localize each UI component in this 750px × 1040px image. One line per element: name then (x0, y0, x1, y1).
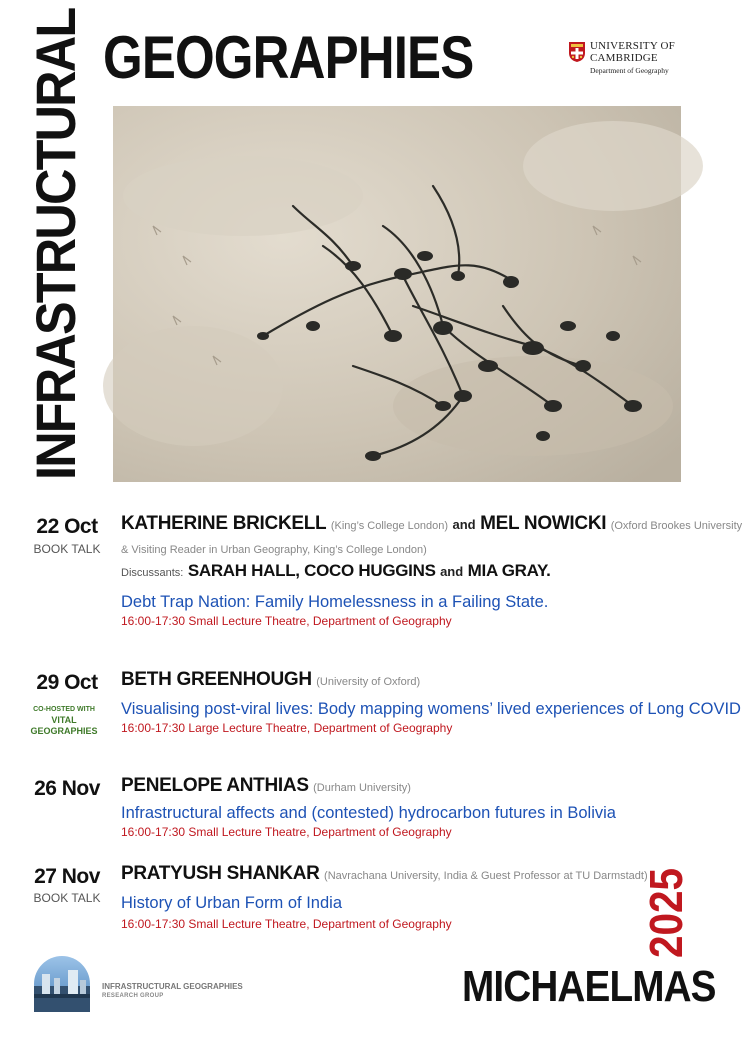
event-type: BOOK TALK (33, 542, 101, 556)
event-venue: 16:00-17:30 Small Lecture Theatre, Department of Geography (121, 917, 452, 931)
event-venue: 16:00-17:30 Small Lecture Theatre, Department of Geography (121, 614, 452, 628)
group-name: INFRASTRUCTURAL GEOGRAPHIES (102, 982, 243, 991)
speaker-affiliation: (Durham University) (313, 782, 411, 794)
logo-department: Department of Geography (590, 66, 669, 75)
speaker-name: PENELOPE ANTHIAS (121, 775, 309, 796)
logo-line-2: CAMBRIDGE (590, 52, 658, 64)
speaker-affiliation-continued: & Visiting Reader in Urban Geography, King’s College London) (121, 544, 427, 556)
page-title: GEOGRAPHIES (103, 24, 474, 91)
discussant-names: SARAH HALL, COCO HUGGINS (187, 561, 436, 580)
term-name: MICHAELMAS (462, 962, 716, 1011)
group-logo-image (34, 956, 90, 1012)
discussants-label: Discussants: (121, 567, 184, 579)
hero-photo (113, 106, 681, 482)
cohost-badge (22, 704, 106, 737)
event-type: BOOK TALK (33, 891, 101, 905)
university-logo (568, 40, 686, 80)
cambridge-shield-icon (568, 41, 586, 63)
conjunction: and (440, 564, 464, 579)
speaker-affiliation: (King’s College London) (330, 520, 449, 532)
talk-title: Infrastructural affects and (contested) hydrocarbon futures in Bolivia (121, 804, 616, 822)
speaker-affiliation: (Navrachana University, India & Guest Professor at TU Darmstadt) (324, 870, 648, 882)
event-venue: 16:00-17:30 Large Lecture Theatre, Department of Geography (121, 721, 453, 735)
speaker-affiliation: (University of Oxford) (316, 676, 421, 688)
event-date: 22 Oct (36, 515, 98, 538)
speaker-name: KATHERINE BRICKELL (121, 513, 327, 534)
talk-title: Debt Trap Nation: Family Homelessness in a Failing State. (121, 593, 549, 611)
cohost-label: CO-HOSTED WITH (33, 706, 95, 713)
discussant-name: MIA GRAY. (467, 561, 551, 580)
term-year: 2025 (640, 867, 692, 958)
speaker-affiliation: (Oxford Brookes University (610, 520, 743, 532)
speaker-name: BETH GREENHOUGH (121, 669, 312, 690)
cohost-name: GEOGRAPHIES (30, 726, 98, 736)
conjunction: and (452, 517, 476, 532)
event-date: 26 Nov (34, 777, 100, 800)
speaker-name: MEL NOWICKI (480, 513, 607, 534)
group-subtitle: RESEARCH GROUP (102, 993, 164, 999)
cohost-name: VITAL (51, 715, 77, 725)
seaweed-illustration (113, 106, 681, 482)
group-logo (34, 956, 90, 1012)
talk-title: Visualising post-viral lives: Body mapping womens’ lived experiences of Long COVID (121, 700, 741, 718)
speaker-name: PRATYUSH SHANKAR (121, 863, 320, 884)
event-date: 27 Nov (34, 865, 100, 888)
research-group (34, 956, 294, 1016)
logo-line-1: UNIVERSITY OF (590, 40, 675, 52)
event-date: 29 Oct (36, 671, 98, 694)
talk-title: History of Urban Form of India (121, 894, 342, 912)
event-venue: 16:00-17:30 Small Lecture Theatre, Department of Geography (121, 825, 452, 839)
vertical-title: INFRASTRUCTURAL (24, 8, 87, 480)
